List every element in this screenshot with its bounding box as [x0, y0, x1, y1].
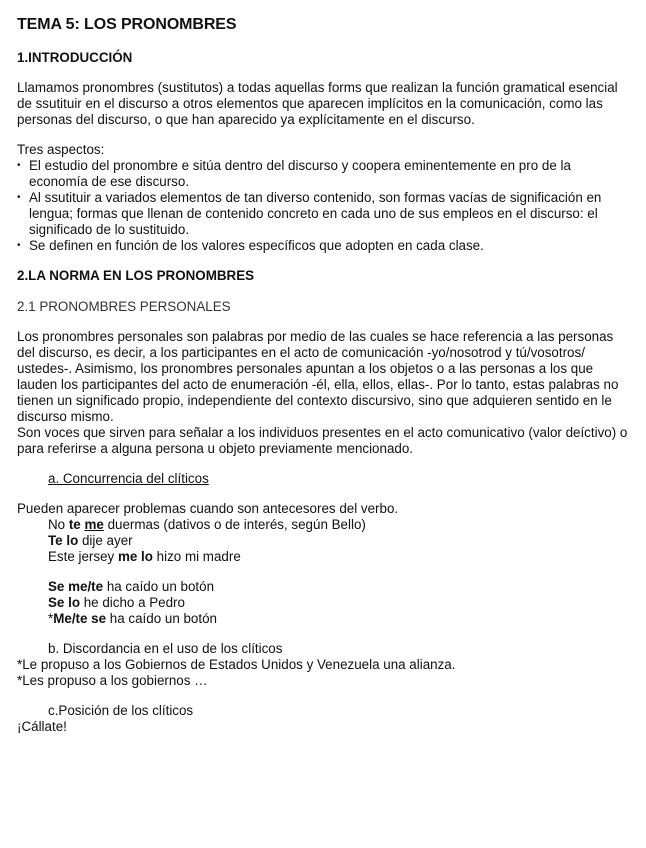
example-line-4: [17, 579, 631, 595]
bullet-icon: •: [17, 192, 21, 203]
subsection-b-line-1: *Le propuso a los Gobiernos de Estados Unidos y Venezuela una alianza.: [17, 657, 456, 672]
subsection-heading-personales: 2.1 PRONOMBRES PERSONALES: [17, 299, 231, 314]
spacer: [17, 627, 631, 641]
example-line-5: [17, 595, 631, 611]
example-clitic: Te lo: [48, 533, 79, 548]
example-text: *: [48, 611, 54, 626]
spacer: [17, 285, 631, 298]
example-text: Este jersey: [48, 549, 118, 564]
list-item-text: Al ssutituir a variados elementos de tan diverso contenido, son formas vacías de significación en lengua; formas que llenan de contenido concreto en cada uno de sus empleos en el discurso: el significado de lo sustituido.: [29, 190, 602, 237]
list-item-text: El estudio del pronombre e sitúa dentro del discurso y coopera eminentemente en pro de la economía de ese discurso.: [29, 158, 571, 189]
subsection-b-line-2: *Les propuso a los gobiernos …: [17, 673, 208, 688]
personales-paragraph-2: Son voces que sirven para señalar a los individuos presentes en el acto comunicativo (valor deíctivo) o para referirse a alguna persona u objeto previamente mencionado.: [17, 425, 628, 456]
example-line-2: [17, 533, 631, 549]
list-item: [17, 158, 631, 190]
example-text: dije ayer: [78, 533, 133, 548]
spacer: [17, 36, 631, 49]
subsection-c-heading: c.Posición de los clíticos: [48, 703, 194, 718]
intro-paragraph: Llamamos pronombres (sustitutos) a todas aquellas forms que realizan la función gramatical esencial de ssutituir en el discurso a otros elementos que aparecen implícitos en la comunicación, como las personas del discurso, o que han aparecido ya explícitamente en el discurso.: [17, 80, 618, 127]
document-page: [17, 14, 631, 735]
example-clitic: me: [84, 517, 104, 532]
spacer: [17, 67, 631, 80]
personales-paragraph-1: Los pronombres personales son palabras por medio de las cuales se hace referencia a las personas del discurso, es decir, a los participantes en el acto de comunicación -yo/nosotrod y tú/vosotros/ ustedes-. Asimismo, los pronombres personales apuntan a los objetos o a las personas a los que lauden los participantes del acto de enumeración -él, ella, ellos, ellas-. Por lo tanto, estas palabras no tienen un significado propio, independiente del contexto discursivo, sino que adquieren sentido en le discurso mismo.: [17, 329, 619, 424]
aspects-list: [17, 158, 631, 254]
example-text: hizo mi madre: [152, 549, 241, 564]
subsection-c-line-1: ¡Cállate!: [17, 719, 67, 734]
spacer: [17, 316, 631, 329]
list-item: [17, 238, 631, 254]
page-title: TEMA 5: LOS PRONOMBRES: [17, 16, 237, 33]
example-clitic: Me/te se: [53, 611, 107, 626]
aspects-intro: Tres aspectos:: [17, 142, 105, 157]
example-clitic: te: [68, 517, 81, 532]
example-text: he dicho a Pedro: [80, 595, 185, 610]
example-clitic: me lo: [117, 549, 153, 564]
example-text: ha caído un botón: [103, 579, 215, 594]
example-line-3: [17, 549, 631, 565]
section-heading-introduccion: 1.INTRODUCCIÓN: [17, 50, 133, 65]
list-item-text: Se definen en función de los valores específicos que adopten en cada clase.: [29, 238, 484, 253]
spacer: [17, 457, 631, 471]
bullet-icon: •: [17, 240, 21, 251]
spacer: [17, 128, 631, 142]
section-heading-norma: 2.LA NORMA EN LOS PRONOMBRES: [17, 268, 255, 283]
spacer: [17, 689, 631, 703]
spacer: [17, 254, 631, 267]
example-text: ha caído un botón: [106, 611, 217, 626]
example-text: duermas (dativos o de interés, según Bello): [103, 517, 366, 532]
subsection-a-intro: Pueden aparecer problemas cuando son antecesores del verbo.: [17, 501, 399, 516]
example-text: No: [48, 517, 69, 532]
subsection-a-heading: [17, 471, 631, 487]
example-clitic: Se me/te: [48, 579, 104, 594]
spacer: [17, 487, 631, 501]
bullet-icon: •: [17, 160, 21, 171]
example-clitic: Se lo: [48, 595, 80, 610]
spacer: [17, 565, 631, 579]
example-line-6: [17, 611, 631, 627]
example-line-1: [17, 517, 631, 533]
list-item: [17, 190, 631, 238]
subsection-b-heading: b. Discordancia en el uso de los clíticos: [48, 641, 283, 656]
subsection-a-heading-text: a. Concurrencia del clíticos: [48, 471, 209, 486]
